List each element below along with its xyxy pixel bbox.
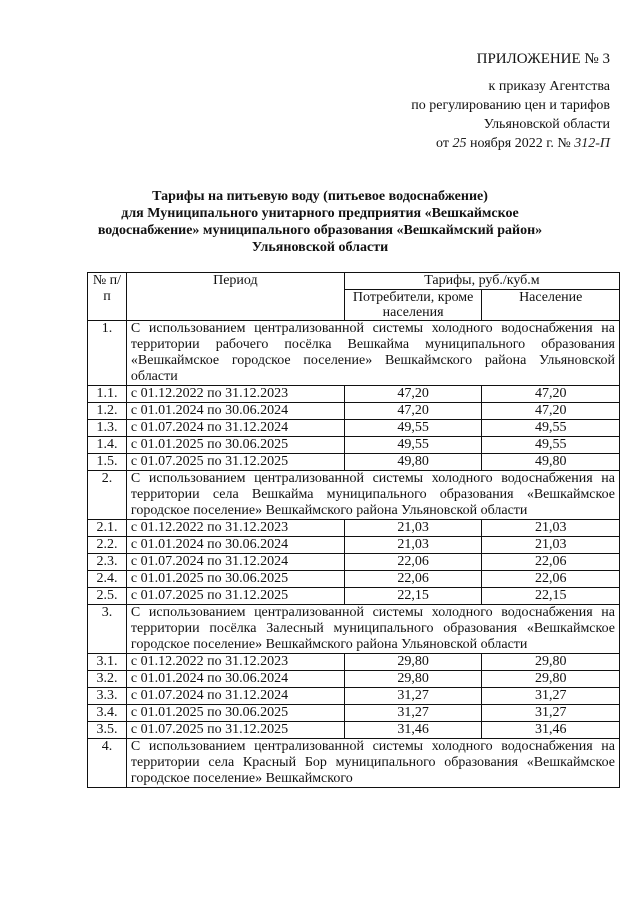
- row-consumers-tariff: 31,27: [344, 705, 482, 722]
- row-period: с 01.12.2022 по 31.12.2023: [126, 520, 344, 537]
- row-period: с 01.07.2024 по 31.12.2024: [126, 420, 344, 437]
- row-period: с 01.01.2024 по 30.06.2024: [126, 537, 344, 554]
- section-number: 1.: [88, 321, 127, 386]
- row-number: 1.4.: [88, 437, 127, 454]
- row-period: с 01.07.2025 по 31.12.2025: [126, 722, 344, 739]
- appendix-title: ПРИЛОЖЕНИЕ № 3: [476, 51, 610, 67]
- row-consumers-tariff: 22,15: [344, 588, 482, 605]
- row-population-tariff: 21,03: [482, 537, 620, 554]
- section-number: 2.: [88, 471, 127, 520]
- row-consumers-tariff: 29,80: [344, 654, 482, 671]
- appendix-line-2: по регулированию цен и тарифов: [411, 98, 610, 113]
- row-population-tariff: 47,20: [482, 403, 620, 420]
- table-row: [88, 588, 620, 605]
- tariffs-table-body: [88, 273, 620, 788]
- title-line-4: Ульяновской области: [251, 240, 389, 255]
- table-row: [88, 386, 620, 403]
- row-consumers-tariff: 31,27: [344, 688, 482, 705]
- row-consumers-tariff: 29,80: [344, 671, 482, 688]
- section-description: С использованием централизованной системы холодного водоснабжения на территории села Вешкайма муниципального образования «Вешкаймское городское поселение» Вешкаймского района Ульяновской области: [126, 471, 619, 520]
- date-month-year: ноября 2022 г. №: [469, 136, 571, 151]
- appendix-date-line: [360, 134, 610, 153]
- table-row: [88, 688, 620, 705]
- row-number: 1.5.: [88, 454, 127, 471]
- section-row: [88, 605, 620, 654]
- row-population-tariff: 29,80: [482, 654, 620, 671]
- appendix-line-3: Ульяновской области: [483, 117, 610, 132]
- row-consumers-tariff: 21,03: [344, 537, 482, 554]
- section-description: С использованием централизованной системы холодного водоснабжения на территории рабочего посёлка Вешкайма муниципального образования «Вешкаймское городское поселение» Вешкаймского района Ульяновской области: [126, 321, 619, 386]
- table-row: [88, 454, 620, 471]
- header-population: Население: [482, 290, 620, 321]
- row-population-tariff: 22,06: [482, 571, 620, 588]
- header-consumers: Потребители, кроме населения: [344, 290, 482, 321]
- row-period: с 01.12.2022 по 31.12.2023: [126, 386, 344, 403]
- row-number: 2.4.: [88, 571, 127, 588]
- row-period: с 01.01.2024 по 30.06.2024: [126, 671, 344, 688]
- table-row: [88, 420, 620, 437]
- table-row: [88, 671, 620, 688]
- date-prefix: от: [436, 136, 449, 151]
- tariffs-table: [87, 272, 620, 788]
- row-consumers-tariff: 49,55: [344, 420, 482, 437]
- row-period: с 01.01.2025 по 30.06.2025: [126, 571, 344, 588]
- section-number: 4.: [88, 739, 127, 788]
- row-period: с 01.12.2022 по 31.12.2023: [126, 654, 344, 671]
- row-consumers-tariff: 49,80: [344, 454, 482, 471]
- appendix-line-1: к приказу Агентства: [488, 79, 610, 94]
- row-consumers-tariff: 49,55: [344, 437, 482, 454]
- table-row: [88, 654, 620, 671]
- row-period: с 01.07.2025 по 31.12.2025: [126, 454, 344, 471]
- row-period: с 01.01.2025 по 30.06.2025: [126, 437, 344, 454]
- row-number: 2.3.: [88, 554, 127, 571]
- row-population-tariff: 49,55: [482, 437, 620, 454]
- appendix-block: [360, 50, 610, 153]
- row-population-tariff: 21,03: [482, 520, 620, 537]
- table-row: [88, 705, 620, 722]
- table-row: [88, 403, 620, 420]
- row-population-tariff: 29,80: [482, 671, 620, 688]
- header-period: Период: [126, 273, 344, 321]
- row-consumers-tariff: 47,20: [344, 386, 482, 403]
- row-consumers-tariff: 21,03: [344, 520, 482, 537]
- table-row: [88, 554, 620, 571]
- row-period: с 01.07.2024 по 31.12.2024: [126, 554, 344, 571]
- header-num: № п/п: [88, 273, 127, 321]
- section-description: С использованием централизованной системы холодного водоснабжения на территории посёлка Залесный муниципального образования «Вешкаймское городское поселение» Вешкаймского района Ульяновской области: [126, 605, 619, 654]
- row-number: 2.5.: [88, 588, 127, 605]
- row-number: 3.4.: [88, 705, 127, 722]
- section-number: 3.: [88, 605, 127, 654]
- row-number: 1.2.: [88, 403, 127, 420]
- header-tariffs: Тарифы, руб./куб.м: [344, 273, 619, 290]
- row-consumers-tariff: 47,20: [344, 403, 482, 420]
- title-line-3: водоснабжение» муниципального образования «Вешкаймский район»: [97, 223, 543, 238]
- row-number: 3.2.: [88, 671, 127, 688]
- order-number: 312-П: [574, 136, 610, 151]
- row-number: 3.5.: [88, 722, 127, 739]
- table-header-row: [88, 273, 620, 290]
- table-row: [88, 571, 620, 588]
- section-row: [88, 471, 620, 520]
- row-number: 1.3.: [88, 420, 127, 437]
- section-description: С использованием централизованной системы холодного водоснабжения на территории села Красный Бор муниципального образования «Вешкаймское городское поселение» Вешкаймского: [126, 739, 619, 788]
- row-number: 2.2.: [88, 537, 127, 554]
- row-number: 3.1.: [88, 654, 127, 671]
- row-population-tariff: 31,27: [482, 688, 620, 705]
- row-population-tariff: 22,06: [482, 554, 620, 571]
- row-number: 3.3.: [88, 688, 127, 705]
- table-row: [88, 722, 620, 739]
- row-period: с 01.01.2025 по 30.06.2025: [126, 705, 344, 722]
- table-row: [88, 520, 620, 537]
- row-consumers-tariff: 22,06: [344, 554, 482, 571]
- title-line-1: Тарифы на питьевую воду (питьевое водоснабжение): [152, 189, 488, 204]
- title-line-2: для Муниципального унитарного предприятия «Вешкаймское: [121, 206, 519, 221]
- section-row: [88, 321, 620, 386]
- row-number: 2.1.: [88, 520, 127, 537]
- date-day: 25: [452, 136, 467, 151]
- row-population-tariff: 31,46: [482, 722, 620, 739]
- section-row: [88, 739, 620, 788]
- row-number: 1.1.: [88, 386, 127, 403]
- document-title: [60, 188, 580, 256]
- row-population-tariff: 49,80: [482, 454, 620, 471]
- row-population-tariff: 22,15: [482, 588, 620, 605]
- row-period: с 01.07.2025 по 31.12.2025: [126, 588, 344, 605]
- row-period: с 01.07.2024 по 31.12.2024: [126, 688, 344, 705]
- row-consumers-tariff: 31,46: [344, 722, 482, 739]
- row-population-tariff: 49,55: [482, 420, 620, 437]
- row-period: с 01.01.2024 по 30.06.2024: [126, 403, 344, 420]
- table-row: [88, 437, 620, 454]
- row-population-tariff: 31,27: [482, 705, 620, 722]
- table-row: [88, 537, 620, 554]
- row-population-tariff: 47,20: [482, 386, 620, 403]
- row-consumers-tariff: 22,06: [344, 571, 482, 588]
